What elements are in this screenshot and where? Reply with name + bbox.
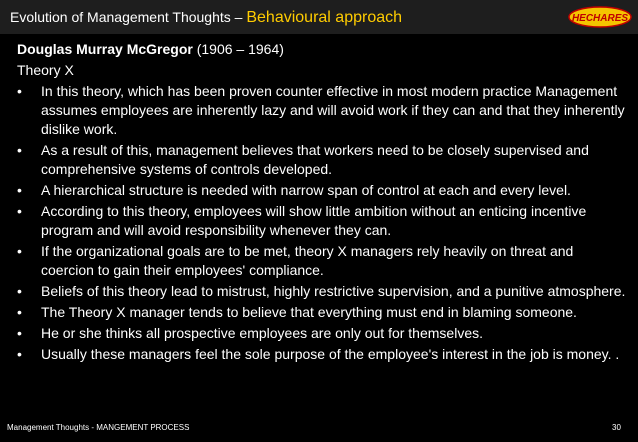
bullet-item <box>17 303 629 322</box>
hechares-logo <box>568 6 632 28</box>
bullet-text: In this theory, which has been proven counter effective in most modern practice Management assumes employees are inherently lazy and will avoid work if they can and that they inherently dislike work. <box>41 83 625 137</box>
bullet-text: Usually these managers feel the sole purpose of the employee's interest in the job is money. . <box>41 346 620 362</box>
title-main: Evolution of Management Thoughts – <box>10 9 247 25</box>
bullet-item <box>17 324 629 343</box>
bullet-point-icon: • <box>17 304 22 320</box>
bullet-text: Beliefs of this theory lead to mistrust, highly restrictive supervision, and a punitive atmosphere. <box>41 283 626 299</box>
bullet-point-icon: • <box>17 203 22 219</box>
logo-text: HECHARES <box>571 13 629 24</box>
bullet-item <box>17 345 629 364</box>
bullet-point-icon: • <box>17 243 22 259</box>
bullet-point-icon: • <box>17 182 22 198</box>
bullet-item <box>17 82 629 139</box>
bullet-text: If the organizational goals are to be met, theory X managers rely heavily on threat and coercion to gain their employees' compliance. <box>41 243 574 278</box>
bullet-text: The Theory X manager tends to believe that everything must end in blaming someone. <box>41 304 577 320</box>
bullet-item <box>17 282 629 301</box>
slide-content <box>17 40 629 364</box>
bullet-point-icon: • <box>17 83 22 99</box>
bullet-text: A hierarchical structure is needed with narrow span of control at each and every level. <box>41 182 571 198</box>
bullet-item <box>17 202 629 240</box>
author-years: (1906 – 1964) <box>192 41 284 57</box>
title-bar <box>0 0 638 34</box>
bullet-item <box>17 141 629 179</box>
bullet-text: According to this theory, employees will show little ambition without an enticing incentive program and will avoid responsibility whenever they can. <box>41 203 587 238</box>
bullet-point-icon: • <box>17 325 22 341</box>
bullet-list <box>17 82 629 364</box>
bullet-text: He or she thinks all prospective employees are only out for themselves. <box>41 325 483 341</box>
bullet-item <box>17 181 629 200</box>
title-accent: Behavioural approach <box>246 9 403 26</box>
slide-title <box>10 9 402 27</box>
bullet-point-icon: • <box>17 346 22 362</box>
bullet-item <box>17 242 629 280</box>
bullet-point-icon: • <box>17 283 22 299</box>
theory-subheading: Theory X <box>17 62 74 78</box>
bullet-text: As a result of this, management believes that workers need to be closely supervised and comprehensive systems of controls developed. <box>41 142 589 177</box>
footer-caption: Management Thoughts - MANGEMENT PROCESS <box>7 423 190 432</box>
author-name: Douglas Murray McGregor <box>17 41 193 57</box>
bullet-point-icon: • <box>17 142 22 158</box>
page-number: 30 <box>612 423 621 432</box>
author-heading <box>17 40 629 59</box>
